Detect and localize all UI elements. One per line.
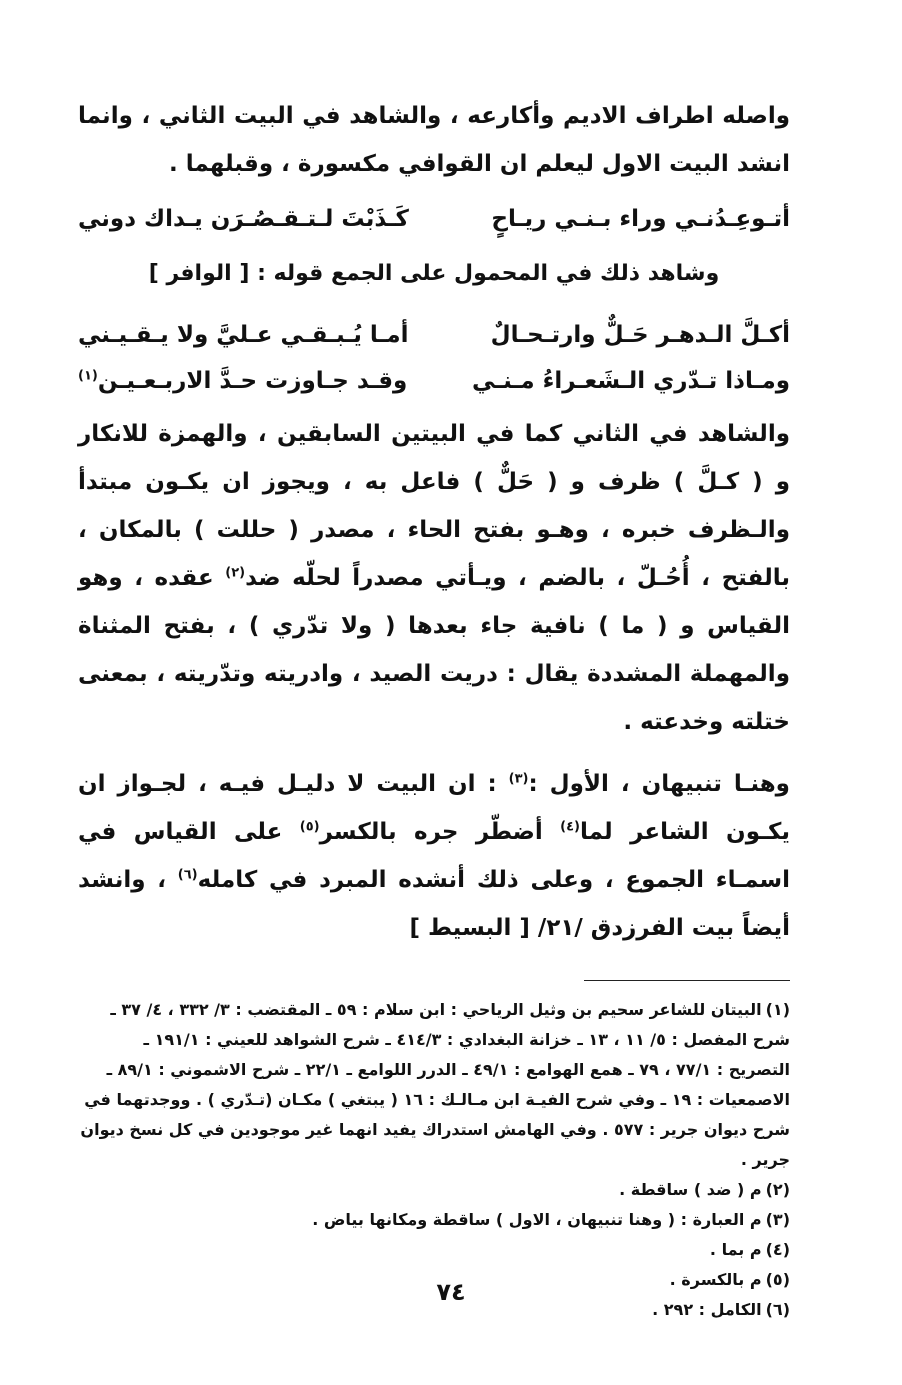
verse-1-second-hemistich: كَـذَبْتَ لـتـقـصُـرَن يـداك دوني xyxy=(78,206,409,232)
footnote-4-text: م بما . xyxy=(709,1240,762,1259)
verse-2-first-hemistich: أكـلَّ الـدهـر حَـلٌّ وارتـحـالٌ xyxy=(490,322,790,348)
verse-line-1 xyxy=(78,196,790,242)
footnote-ref-5[interactable]: (٥) xyxy=(299,819,320,835)
footnote-ref-2[interactable]: (٢) xyxy=(225,565,246,581)
footnote-ref-4[interactable]: (٤) xyxy=(560,819,580,835)
commentary-paragraph xyxy=(78,410,790,746)
footnote-6-text: الكامل : ٢٩٢ . xyxy=(652,1300,762,1319)
notes-text-e: ، وانشد أيضاً بيت الفرزدق /٢١/ [ البسيط ] xyxy=(78,867,790,941)
footnote-ref-3[interactable]: (٣) xyxy=(508,771,529,787)
footnote-3-text: م العبارة : ( وهنا تنبيهان ، الاول ) ساقطة ومكانها بياض . xyxy=(312,1210,762,1229)
commentary-text: والشاهد في الثاني كما في البيتين السابقين ، والهمزة للانكار و ( كـلَّ ) ظرف و ( حَلٌّ ) فاعل به ، ويجوز ان يكـون مبتدأ والـظرف خبره ، وهـو بفتح الحاء ، مصدر ( حللت ) بالمكان ، بالفتح ، أُحُـلّ ، بالضم ، ويـأتي مصدراً لحلّه ضد xyxy=(78,421,790,591)
footnote-4 xyxy=(78,1235,790,1265)
footnote-6-number: (٦) xyxy=(765,1300,790,1319)
footnote-ref-6[interactable]: (٦) xyxy=(177,867,198,883)
footnote-divider xyxy=(584,980,790,981)
verse-block-2 xyxy=(78,312,790,404)
verse-3-second-text: وقـد جـاوزت حـدَّ الاربـعـيـن xyxy=(97,368,408,394)
commentary-tail: عقده ، وهو القياس و ( ما ) نافية جاء بعدها ( ولا تدّري ) ، بفتح المثناة والمهملة المشددة يقال : دريت الصيد ، وادريته وتدّريته ، بمعنى ختلته وخدعته . xyxy=(78,565,790,735)
verse-3-second-hemistich xyxy=(78,358,407,404)
footnote-5-number: (٥) xyxy=(765,1270,790,1289)
footnote-2 xyxy=(78,1175,790,1205)
footnote-2-number: (٢) xyxy=(765,1180,790,1199)
intro-paragraph: واصله اطراف الاديم وأكارعه ، والشاهد في البيت الثاني ، وانما انشد البيت الاول ليعلم ان القوافي مكسورة ، وقبلهما . xyxy=(78,103,790,177)
notes-text-b: : ان البيت لا دليـل فيـه ، لجـواز ان يكـون الشاعر لما xyxy=(78,771,790,845)
notes-text-c: أضطّر جره بالكسر xyxy=(319,819,561,845)
footnotes-section xyxy=(78,995,790,1325)
footnote-1-number: (١) xyxy=(765,1000,790,1019)
footnote-1-text: البيتان للشاعر سحيم بن وثيل الرياحي : ابن سلام : ٥٩ ـ المقتضب : ٣/ ٣٣٢ ، ٤/ ٣٧ ـ شرح المفصل : ٥/ ١١ ، ١٣ ـ خزانة البغدادي : ٤١٤/٣ ـ شرح الشواهد للعيني : ١٩١/١ ـ التصريح : ٧٧/١ ، ٧٩ ـ همع الهوامع : ٤٩/١ ـ الدرر اللوامع ـ ٢٢/١ ـ شرح الاشموني : ٨٩/١ ـ الاصمعيات : ١٩ ـ وفي شرح الفيـة ابن مـالـك : ١٦ ( يبتغي ) مكـان (تـدّري ) . ووجدتهما في شرح ديوان جرير : ٥٧٧ . وفي الهامش استدراك يفيد انهما غير موجودين في كل نسخ ديوان جرير . xyxy=(80,1000,790,1169)
verse-1-first-hemistich: أتـوعِـدُنـي وراء بـنـي ريـاحٍ xyxy=(491,206,790,232)
verse-3-first-hemistich: ومـاذا تـدّري الـشَعـراءُ مـنـي xyxy=(471,368,790,394)
notes-paragraph xyxy=(78,760,790,952)
notes-text-a: وهنـا تنبيهان ، الأول : xyxy=(528,771,790,797)
verse-line-2 xyxy=(78,312,790,358)
footnote-1 xyxy=(78,995,790,1175)
book-page xyxy=(78,92,790,1362)
footnote-ref-1[interactable]: (١) xyxy=(78,368,98,384)
footnote-4-number: (٤) xyxy=(765,1240,790,1259)
footnote-3-number: (٣) xyxy=(765,1210,790,1229)
witness-line: وشاهد ذلك في المحمول على الجمع قوله : [ الوافر ] xyxy=(148,261,720,286)
verse-line-3 xyxy=(78,358,790,404)
footnote-3 xyxy=(78,1205,790,1235)
page-number: ٧٤ xyxy=(436,1278,466,1306)
verse-block-1 xyxy=(78,196,790,242)
verse-2-second-hemistich: أمـا يُـبـقـي عـليَّ ولا يـقـيـني xyxy=(78,322,409,348)
footnote-5-text: م بالكسرة . xyxy=(669,1270,762,1289)
notes-text-d: على القياس في اسمـاء الجموع ، وعلى ذلك أنشده المبرد في كامله xyxy=(78,819,790,893)
footnote-2-text: م ( ضد ) ساقطة . xyxy=(619,1180,762,1199)
